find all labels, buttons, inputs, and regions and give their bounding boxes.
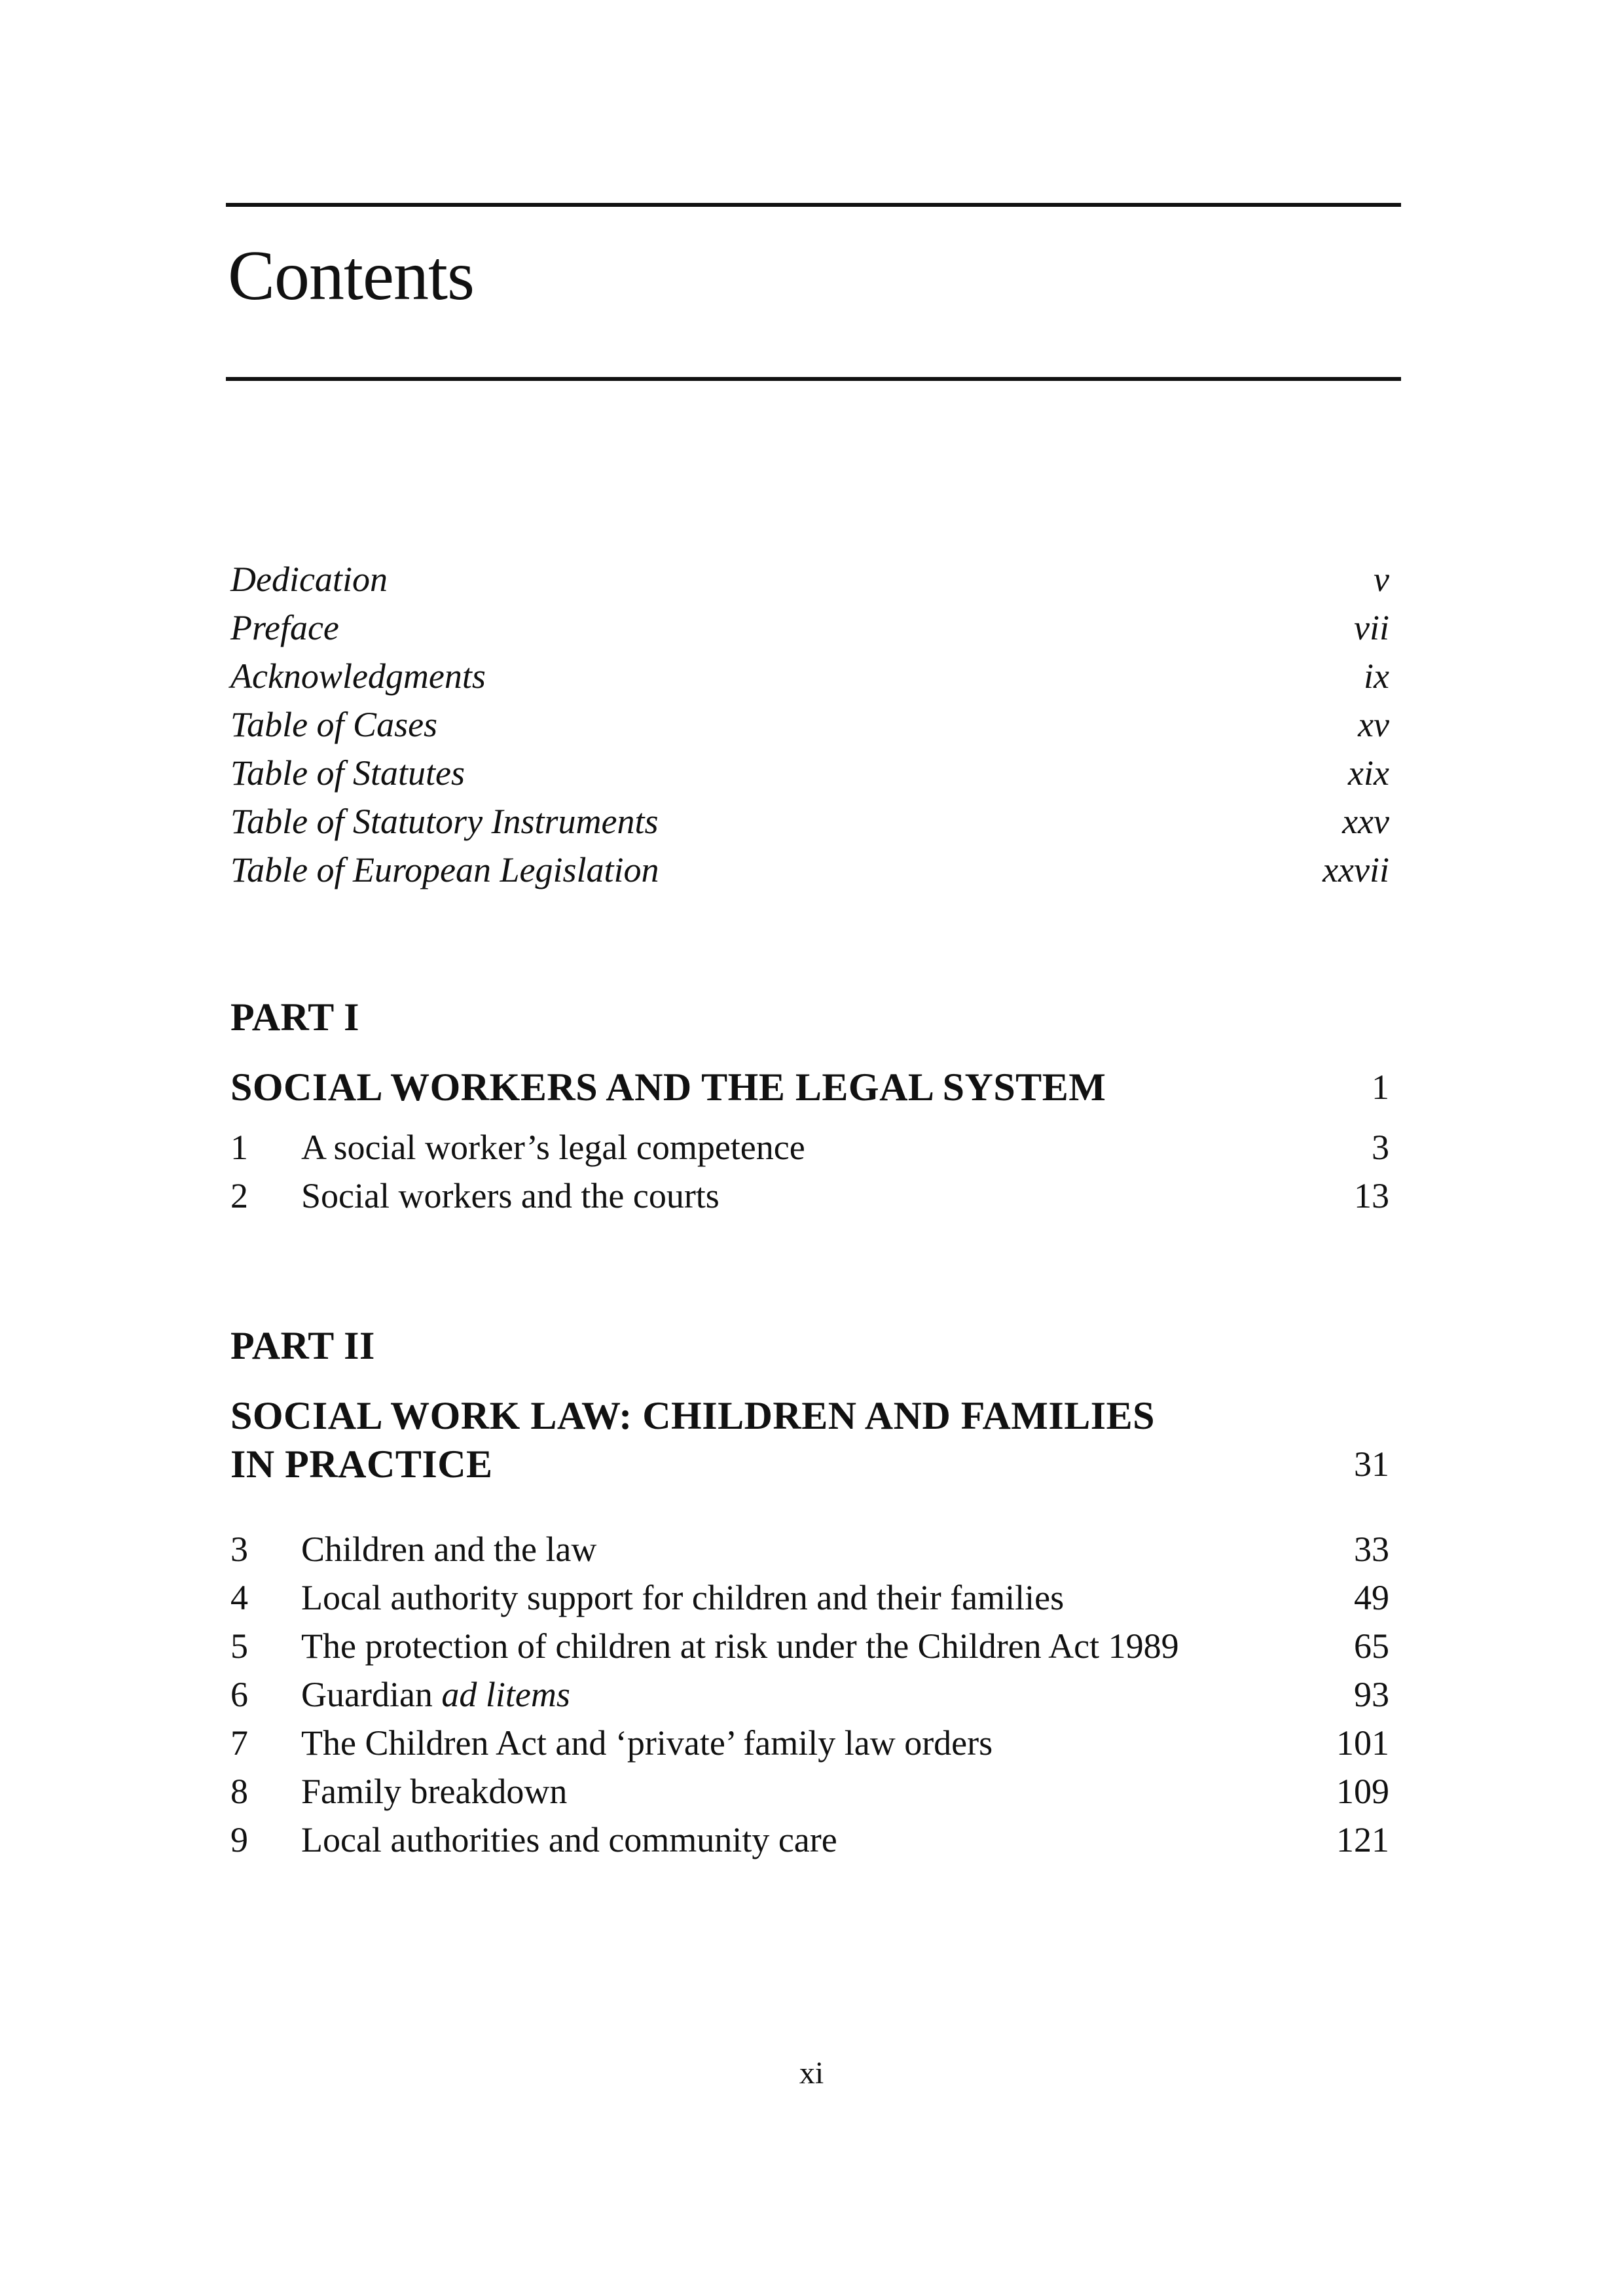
front-matter-item[interactable] (230, 652, 1389, 700)
part-1-label: PART I (230, 996, 360, 1039)
chapter-number: 8 (230, 1772, 248, 1811)
chapter-number: 7 (230, 1723, 248, 1763)
front-matter-page: ix (1364, 656, 1389, 696)
chapter-item[interactable] (230, 1622, 1389, 1670)
front-matter-label: Acknowledgments (230, 656, 486, 696)
part-2-page: 31 (1354, 1444, 1389, 1484)
chapter-item[interactable] (230, 1816, 1389, 1864)
chapter-title: A social worker’s legal competence (301, 1128, 805, 1167)
chapter-number: 9 (230, 1820, 248, 1859)
chapter-number: 5 (230, 1626, 248, 1666)
part-1-title: SOCIAL WORKERS AND THE LEGAL SYSTEM (230, 1066, 1106, 1109)
top-rule (226, 203, 1401, 207)
chapter-title: Children and the law (301, 1530, 597, 1569)
chapter-page: 93 (1354, 1675, 1389, 1714)
chapter-page: 49 (1354, 1578, 1389, 1617)
chapter-title (301, 1670, 1354, 1719)
chapter-item[interactable] (230, 1670, 1389, 1719)
chapter-title: The protection of children at risk under the Children Act 1989 (301, 1626, 1179, 1666)
chapter-item[interactable] (230, 1573, 1389, 1622)
bottom-rule (226, 377, 1401, 381)
chapter-number: 3 (230, 1530, 248, 1569)
front-matter-label: Table of European Legislation (230, 850, 659, 889)
chapter-title: Local authority support for children and their families (301, 1578, 1065, 1617)
front-matter-page: xv (1358, 705, 1389, 744)
chapter-item[interactable] (230, 1123, 1389, 1172)
front-matter-page: vii (1354, 608, 1389, 647)
part-1-heading[interactable] (230, 1063, 1389, 1111)
page-title: Contents (228, 237, 475, 315)
chapter-page: 65 (1354, 1626, 1389, 1666)
front-matter-item[interactable] (230, 555, 1389, 603)
chapter-item[interactable] (230, 1767, 1389, 1816)
front-matter-page: xix (1348, 753, 1389, 793)
front-matter-label: Table of Statutory Instruments (230, 802, 659, 841)
chapter-item[interactable] (230, 1525, 1389, 1573)
part-2-chapter-list (230, 1525, 1389, 1864)
part-2-title-line-1: SOCIAL WORK LAW: CHILDREN AND FAMILIES (230, 1394, 1156, 1437)
front-matter-label: Preface (230, 608, 339, 647)
part-1-page: 1 (1372, 1067, 1389, 1107)
front-matter-item[interactable] (230, 749, 1389, 797)
front-matter-label: Dedication (230, 560, 388, 599)
part-2-label: PART II (230, 1324, 375, 1367)
chapter-page: 101 (1336, 1723, 1389, 1763)
chapter-page: 3 (1372, 1128, 1389, 1167)
chapter-page: 33 (1354, 1530, 1389, 1569)
chapter-title: Social workers and the courts (301, 1176, 720, 1215)
chapter-title: Local authorities and community care (301, 1820, 837, 1859)
front-matter-page: xxvii (1322, 850, 1389, 889)
front-matter-list (230, 555, 1389, 894)
chapter-title-italic: ad litems (441, 1675, 570, 1714)
chapter-title: The Children Act and ‘private’ family law orders (301, 1723, 993, 1763)
front-matter-label: Table of Statutes (230, 753, 465, 793)
front-matter-item[interactable] (230, 700, 1389, 749)
chapter-item[interactable] (230, 1719, 1389, 1767)
part-1-chapter-list (230, 1123, 1389, 1220)
chapter-item[interactable] (230, 1172, 1389, 1220)
chapter-title-roman: Guardian (301, 1675, 433, 1714)
page-number: xi (799, 2056, 824, 2090)
chapter-page: 121 (1336, 1820, 1389, 1859)
front-matter-item[interactable] (230, 797, 1389, 846)
part-2-heading[interactable] (230, 1391, 1389, 1488)
chapter-title: Family breakdown (301, 1772, 568, 1811)
part-2-title (230, 1391, 1155, 1488)
chapter-number: 4 (230, 1578, 248, 1617)
front-matter-item[interactable] (230, 603, 1389, 652)
chapter-number: 1 (230, 1128, 248, 1167)
chapter-number: 2 (230, 1176, 248, 1215)
front-matter-label: Table of Cases (230, 705, 438, 744)
chapter-page: 109 (1336, 1772, 1389, 1811)
front-matter-page: v (1374, 560, 1389, 599)
front-matter-page: xxv (1342, 802, 1389, 841)
front-matter-item[interactable] (230, 846, 1389, 894)
part-2-title-line-2: IN PRACTICE (230, 1443, 493, 1486)
chapter-page: 13 (1354, 1176, 1389, 1215)
chapter-number: 6 (230, 1675, 248, 1714)
